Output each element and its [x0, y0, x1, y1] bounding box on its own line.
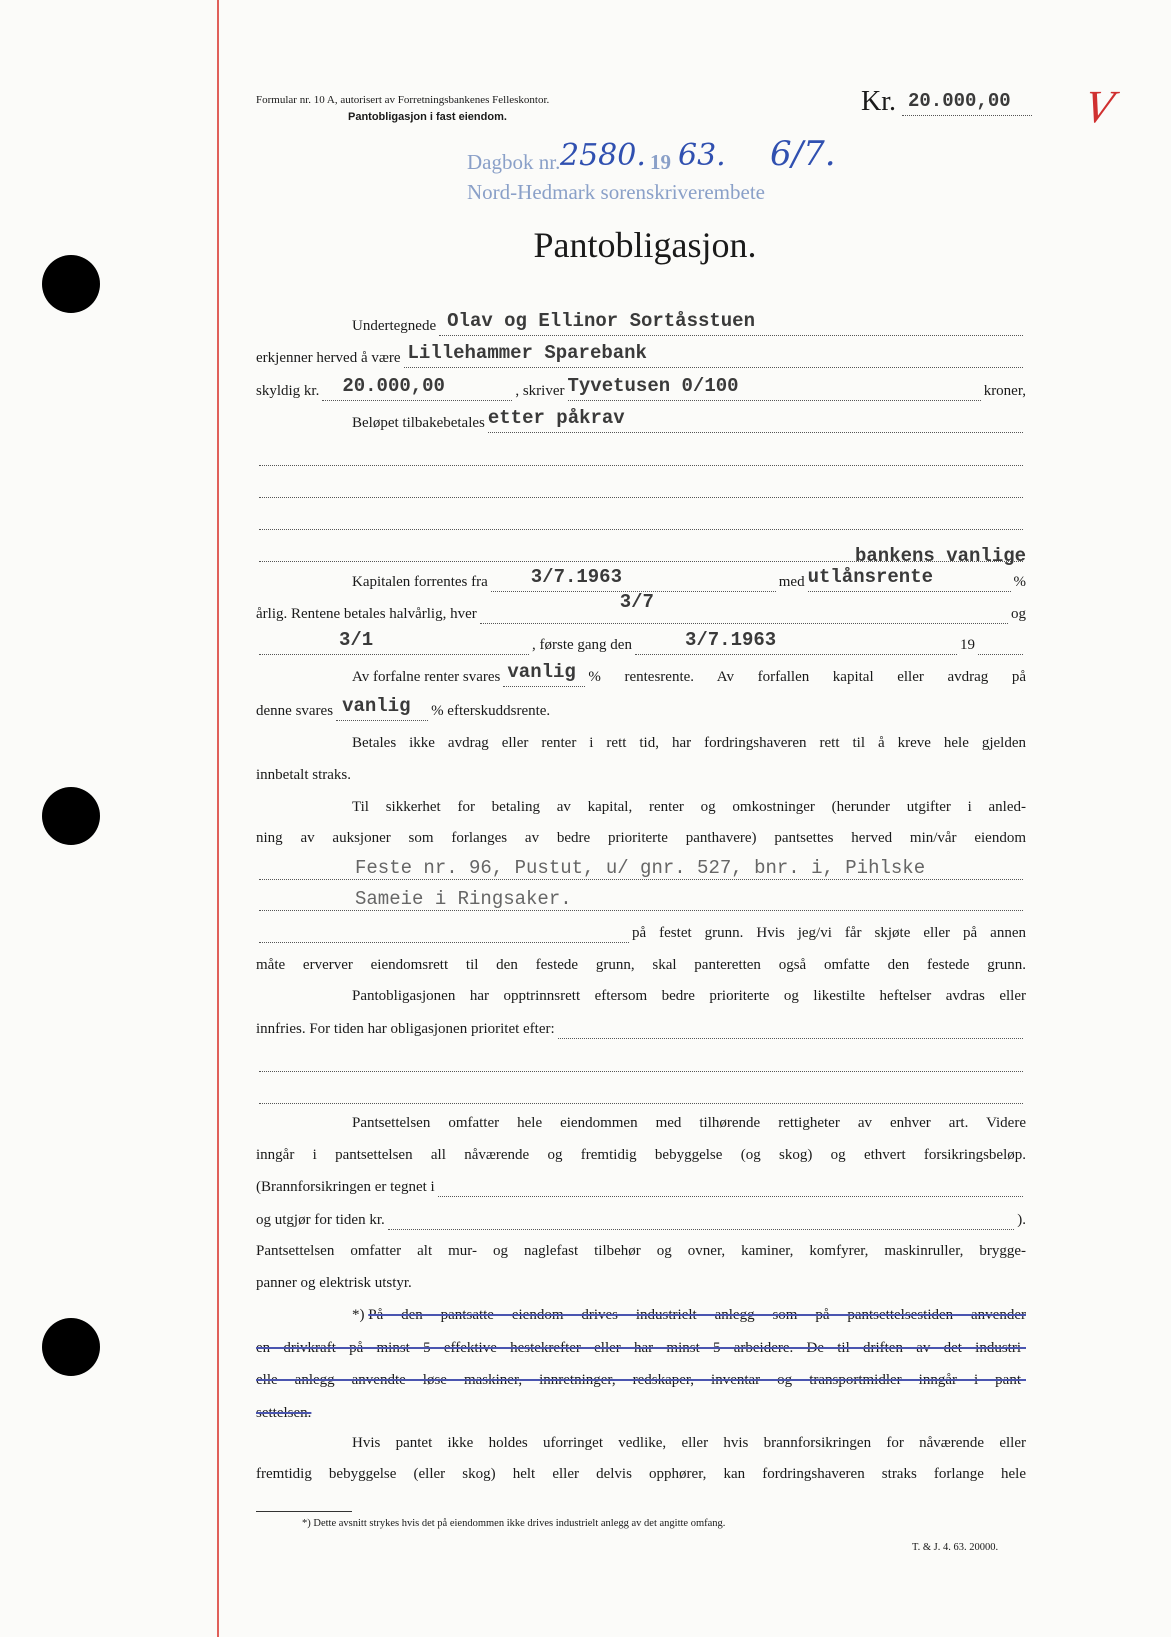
- insurance-amount-field: [388, 1212, 1015, 1230]
- form-title: Pantobligasjon i fast eiendom.: [348, 111, 507, 123]
- footnote-rule: [256, 1511, 352, 1512]
- footnote: *) Dette avsnitt strykes hvis det på eiendommen ikke drives industrielt anlegg av det angitte omfang.: [302, 1518, 726, 1529]
- blank-line: [256, 512, 1026, 530]
- creditor-name: ​ Lillehammer Sparebank: [407, 342, 647, 364]
- kr-amount: ​ 20.000,00: [908, 90, 1011, 112]
- insurer-field: [438, 1179, 1023, 1197]
- office-stamp: Nord-Hedmark sorenskriverembete: [467, 180, 765, 204]
- body-text: (Brannforsikringen er tegnet i: [256, 1179, 435, 1195]
- arlig-line: årlig. Rentene betales halvårlig, hver ​ 3/7 og: [256, 606, 1026, 624]
- denne-line: denne svares ​ vanlig % efterskuddsrente.: [256, 703, 1026, 721]
- body-text: på festet grunn. Hvis jeg/vi får skjøte eller på annen: [632, 925, 1026, 941]
- body-text: og utgjør for tiden kr.: [256, 1212, 385, 1228]
- printer-mark: T. & J. 4. 63. 20000.: [912, 1542, 999, 1553]
- property-line: [256, 857, 1026, 880]
- compound-rate: ​ vanlig: [507, 661, 576, 683]
- property-description-2: ​ Sameie i Ringsaker.: [355, 888, 572, 910]
- body-text: Pantsettelsen omfatter hele eiendommen med tilhørende rettigheter av enhver art. Videre: [352, 1115, 1026, 1131]
- belopet-line: Beløpet tilbakebetales ​ etter påkrav: [256, 415, 1026, 433]
- debtor-name: ​ Olav og Ellinor Sortåsstuen: [447, 310, 755, 332]
- interest-start-date: ​ 3/7.1963: [530, 566, 622, 588]
- blank-line: [256, 448, 1026, 466]
- body-text: Pantobligasjonen har opptrinnsrett eftersom bedre prioriterte og likestilte heftelser avdras eller: [352, 988, 1026, 1004]
- body-text: Pantsettelsen omfatter alt mur- og naglefast tilbehør og ovner, kaminer, komfyrer, maskinruller, brygge-: [256, 1243, 1026, 1259]
- debt-amount: ​ 20.000,00: [342, 375, 445, 397]
- document-page: Formular nr. 10 A, autorisert av Forretningsbankenes Felleskontor. Pantobligasjon i fast eiendom. Kr. ​ 20.000,00 V Dagbok nr. 2580. 19 63. 6/7. Nord-Hedmark sorenskriverembete Pantobligasjon. Undertegnede ​ Olav og Ellinor Sortåsstuen erkjenner herved å være ​ Lillehammer Sparebank skyldig kr. ​ 20.000,00 , skriver ​ Tyvetusen 0/100 kroner, Beløpet tilbakebetales ​ etter påkrav ​ ​ ​ ​ bankens vanlige Kapitalen forrentes fra ​ 3/7.1963 med ​ utlånsrente % årlig. Rentene betales halvårlig, hver ​ 3/7 og ​ 3/1 , første gang den ​ 3/7.1963 19 ​ Av forfalne renter svares ​ vanlig % rentesrente. Av forfallen kapital eller avdrag på denne svares ​ vanlig % efterskuddsrente. Betales ikke avdrag eller renter i rett tid, har fordringshaveren rett til å kreve hele gjelden innbetalt straks. Til sikkerhet for betaling av kapital, renter og omkostninger (herunder utgifter i anled- ning av auksjoner som forlanges av bedre prioriterte panthavere) pantsettes herved min/vår eiendom ​ Feste nr. 96, Pustut, u/ gnr. 527, bnr. i, Pihlske ​ Sameie i Ringsaker. ​ på festet grunn. Hvis jeg/vi får skjøte eller på annen måte erverver eiendomsrett til den festede grunn, skal panteretten også omfatte den festede grunn. Pantobligasjonen har opptrinnsrett eftersom bedre prioriterte og likestilte heftelser avdras eller innfries. For tiden har obligasjonen prioritet efter: ​ ​ ​ Pantsettelsen omfatter hele eiendommen med tilhørende rettigheter av enhver art. Videre inngår i pantsettelsen all nåværende og fremtidig bebyggelse (og skog) og ethvert forsikringsbeløp. (Brannforsikringen er tegnet i ​ og utgjør for tiden kr. ​ ). Pantsettelsen omfatter alt mur- og naglefast tilbehør og ovner, kaminer, komfyrer, maskinruller, brygge- panner og elektrisk utstyr. *) På den pantsatte eiendom drives industrielt anlegg som på pantsettelsestiden anvender en drivkraft på minst 5 effektive hestekrefter eller har minst 5 arbeidere. De til driften av det industri- elle anlegg anvendte løse maskiner, innretninger, redskaper, inventar og transportmidler inngår i pant- settelsen. Hvis pantet ikke holdes uforringet vedlike, eller hvis brannforsikringen for nåværende eller fremtidig bebyggelse (eller skog) helt eller delvis opphører, kan fordringshaveren straks forlange hele *) Dette avsnitt strykes hvis det på eiendommen ikke drives industrielt anlegg av det angitte omfang. T. & J. 4. 63. 20000.: [0, 0, 1171, 1637]
- body-text: inngår i pantsettelsen all nåværende og fremtidig bebyggelse (og skog) og ethvert forsikringsbeløp.: [256, 1147, 1026, 1163]
- amount-in-words: ​ Tyvetusen 0/100: [567, 375, 739, 397]
- blank-line: [256, 544, 1027, 567]
- property-description-1: ​ Feste nr. 96, Pustut, u/ gnr. 527, bnr. i, Pihlske: [355, 857, 926, 879]
- body-text: ning av auksjoner som forlanges av bedre prioriterte panthavere) pantsettes herved min/vår eiendom: [256, 830, 1026, 846]
- body-text: panner og elektrisk utstyr.: [256, 1275, 412, 1291]
- stamp-date: 6/7.: [770, 134, 836, 174]
- rate-line-1: ​ bankens vanlige: [855, 545, 1027, 567]
- punch-hole: [42, 787, 100, 845]
- amount-header: [861, 86, 1035, 118]
- repayment-terms: ​ etter påkrav: [487, 407, 625, 429]
- kr-label: Kr.: [861, 86, 896, 117]
- erkjenner-line: erkjenner herved å være ​ Lillehammer Sparebank: [256, 350, 1026, 368]
- body-text: innbetalt straks.: [256, 767, 351, 783]
- blank-line: [256, 480, 1026, 498]
- body-text: Hvis pantet ikke holdes uforringet vedlike, eller hvis brannforsikringen for nåværende eller: [352, 1435, 1026, 1451]
- overdue-rate: ​ vanlig: [342, 695, 411, 717]
- body-text: innfries. For tiden har obligasjonen prioritet efter:: [256, 1021, 555, 1037]
- body-text: Til sikkerhet for betaling av kapital, renter og omkostninger (herunder utgifter i anled-: [352, 799, 1026, 815]
- punch-hole: [42, 1318, 100, 1376]
- priority-field: [558, 1021, 1023, 1039]
- forfalne-line: Av forfalne renter svares ​ vanlig % rentesrente. Av forfallen kapital eller avdrag på: [256, 669, 1026, 687]
- year-prefix: 19: [650, 150, 671, 174]
- kapitalen-line: Kapitalen forrentes fra ​ 3/7.1963 med ​ utlånsrente %: [256, 574, 1026, 592]
- year-suffix: 63.: [678, 138, 726, 173]
- page-title: Pantobligasjon.: [533, 225, 757, 265]
- first-payment-date: ​ 3/7.1963: [684, 629, 777, 651]
- payment-date-1: ​ 3/7: [619, 591, 654, 613]
- struck-text: På den pantsatte eiendom drives industrielt anlegg som på pantsettelsestiden anvender: [368, 1307, 1026, 1323]
- struck-text: elle anlegg anvendte løse maskiner, innretninger, redskaper, inventar og transportmidler inngår i pant-: [256, 1372, 1026, 1388]
- skyldig-line: skyldig kr. ​ 20.000,00 , skriver ​ Tyvetusen 0/100 kroner,: [256, 383, 1026, 401]
- struck-text: settelsen.: [256, 1405, 312, 1421]
- forste-line: ​ 3/1 , første gang den ​ 3/7.1963 19 ​: [256, 637, 1026, 655]
- check-mark: V: [1080, 81, 1118, 132]
- property-line: [256, 888, 1026, 911]
- dagbok-label: Dagbok nr.: [467, 150, 561, 174]
- rate-line-2: ​ utlånsrente: [807, 566, 934, 588]
- payment-date-2: ​ 3/1: [339, 629, 374, 651]
- body-text: Betales ikke avdrag eller renter i rett tid, har fordringshaveren rett til å kreve hele gjelden: [352, 735, 1026, 751]
- form-line: Formular nr. 10 A, autorisert av Forretningsbankenes Felleskontor.: [256, 94, 550, 106]
- undertegnede-line: Undertegnede ​ Olav og Ellinor Sortåsstuen: [256, 318, 1026, 336]
- blank-line: [256, 1054, 1026, 1072]
- blank-line: [256, 1086, 1026, 1104]
- dagbok-number: 2580.: [560, 138, 646, 173]
- struck-text: en drivkraft på minst 5 effektive hestekrefter eller har minst 5 arbeidere. De til driften av det industri-: [256, 1340, 1026, 1356]
- body-text: fremtidig bebyggelse (eller skog) helt eller delvis opphører, kan fordringshaveren straks forlange hele: [256, 1466, 1026, 1482]
- body-text: måte erverver eiendomsrett til den festede grunn, skal panteretten også omfatte den festede grunn.: [256, 957, 1026, 973]
